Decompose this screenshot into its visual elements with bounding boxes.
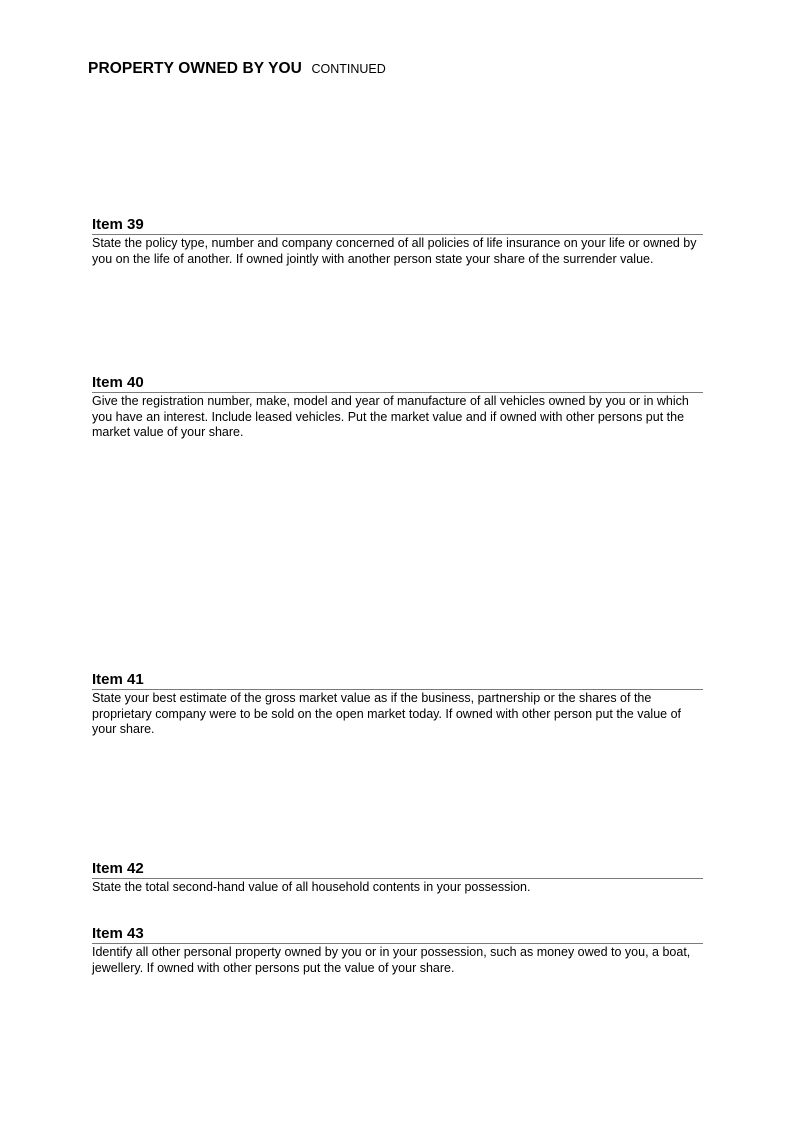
page-title [88,60,386,78]
form-item-42 [92,860,703,896]
item-title: Item 42 [92,860,703,879]
page-title-continued: CONTINUED [311,62,386,76]
form-item-43 [92,925,703,976]
item-description: Give the registration number, make, model and year of manufacture of all vehicles owned by you or in which you have an interest. Include leased vehicles. Put the market value and if owned with other persons put the market value of your share. [92,394,689,440]
item-title: Item 41 [92,671,703,690]
page-title-main: PROPERTY OWNED BY YOU [88,60,302,77]
form-item-41 [92,671,703,738]
item-title: Item 43 [92,925,703,944]
item-description: State your best estimate of the gross market value as if the business, partnership or the shares of the proprietary company were to be sold on the open market today. If owned with other person put the value of your share. [92,691,682,737]
item-description: State the total second-hand value of all household contents in your possession. [92,880,531,894]
item-title: Item 40 [92,374,703,393]
item-title: Item 39 [92,216,703,235]
form-item-40 [92,374,703,441]
item-description: Identify all other personal property owned by you or in your possession, such as money owed to you, a boat, jewellery. If owned with other persons put the value of your share. [92,945,691,975]
form-item-39 [92,216,703,267]
item-description: State the policy type, number and company concerned of all policies of life insurance on your life or owned by you on the life of another. If owned jointly with another person state your share of the surrender value. [92,236,697,266]
